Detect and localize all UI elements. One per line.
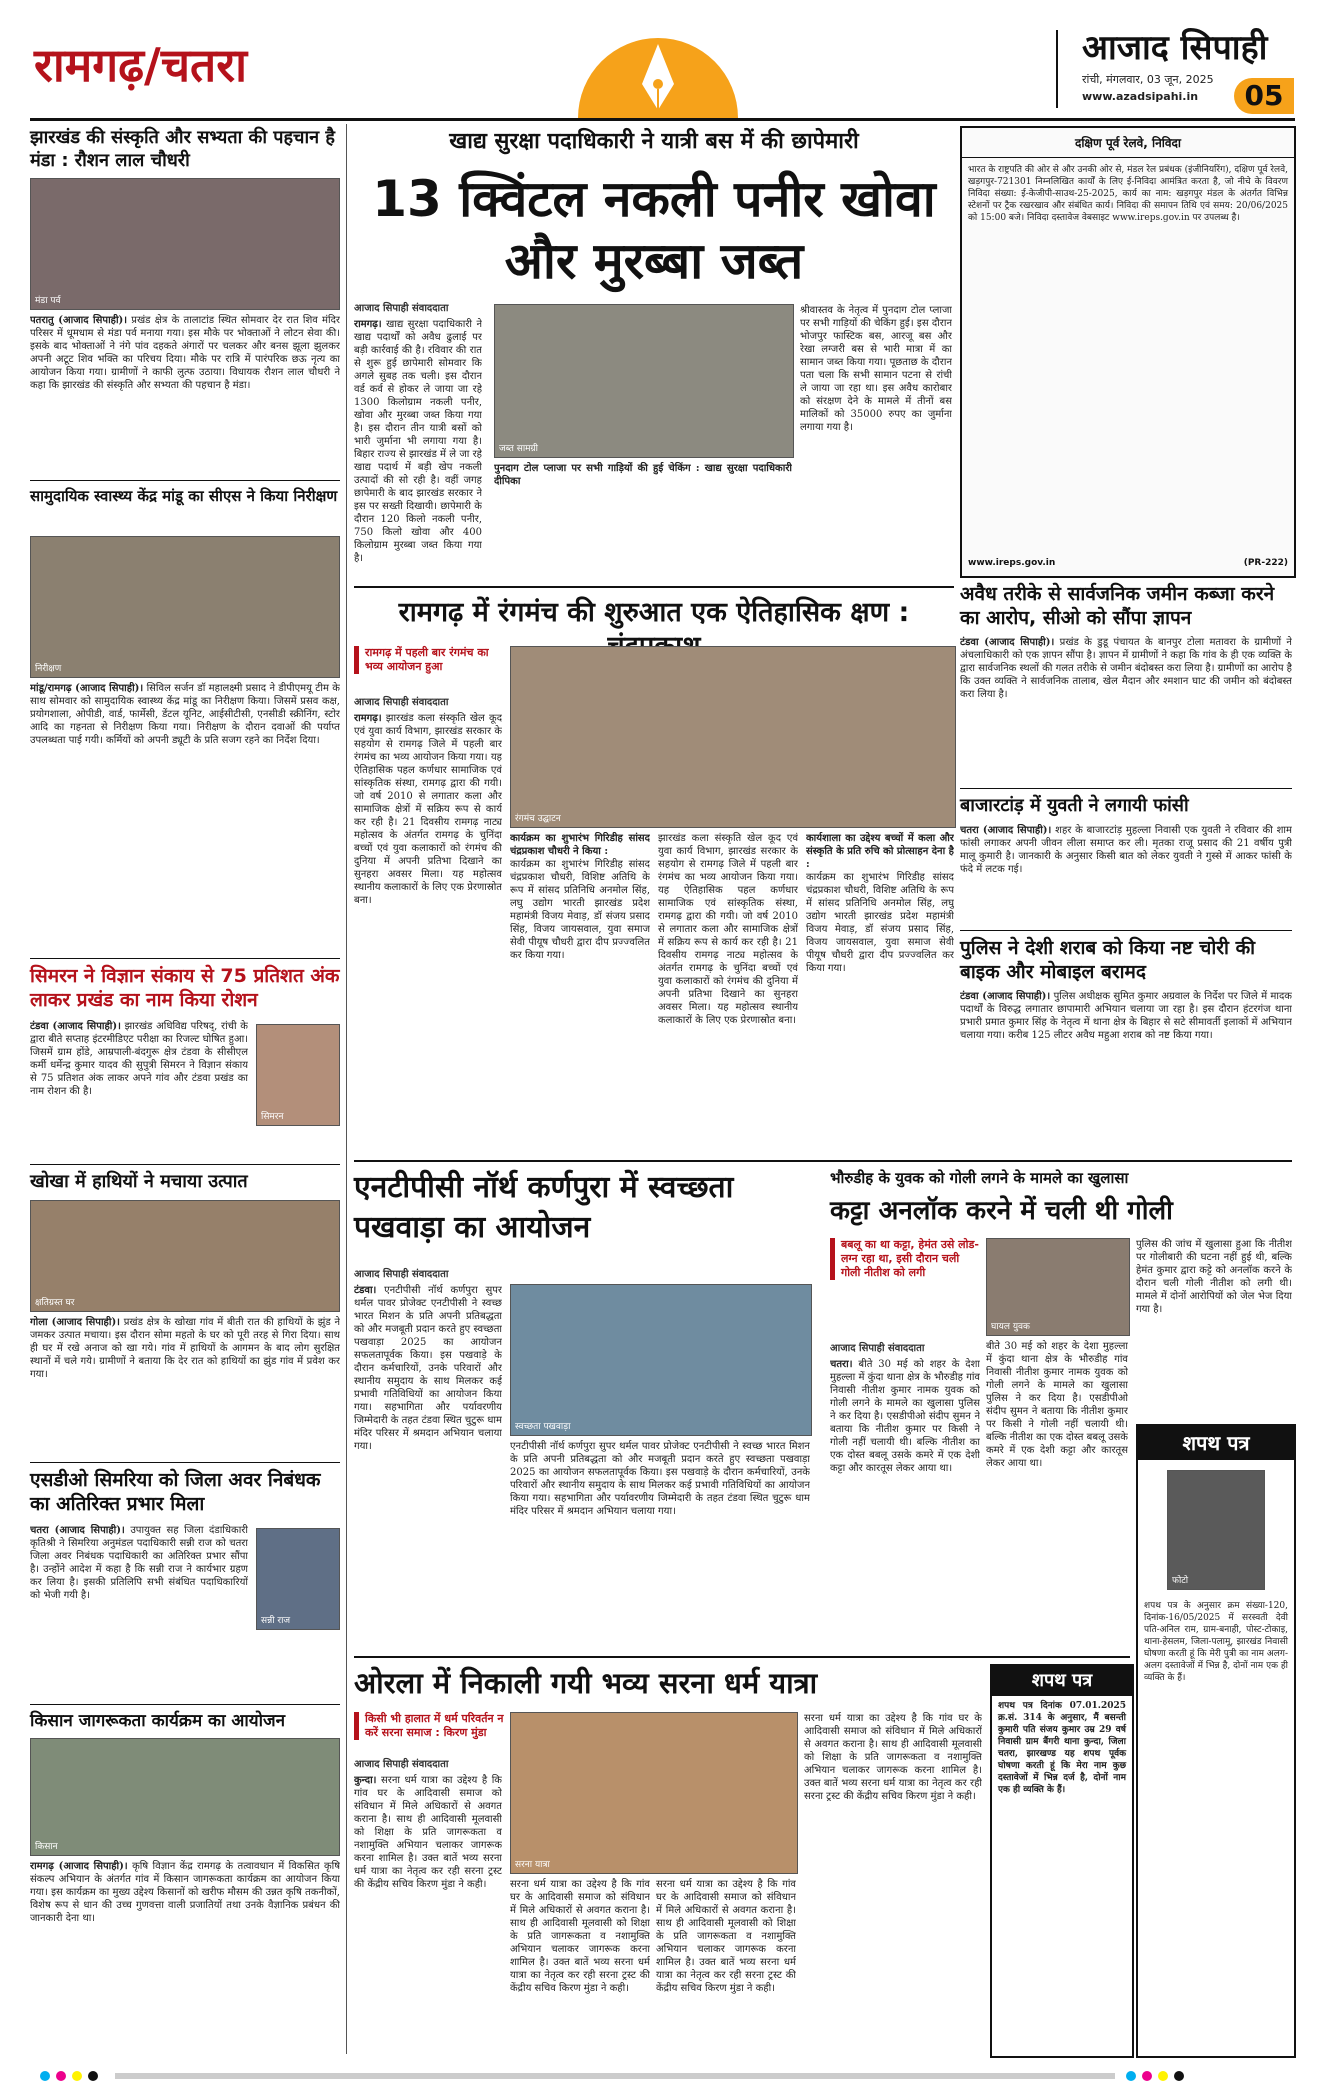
dateline: टंडवा (आजाद सिपाही)।	[30, 1021, 121, 1032]
notice-box-right	[1136, 1424, 1296, 2058]
photo-sarna	[510, 1712, 798, 1874]
divider	[960, 788, 1292, 789]
body: एनटीपीसी नॉर्थ कर्णपुरा सुपर थर्मल पावर प्रोजेक्ट एनटीपीसी ने स्वच्छ भारत मिशन के प्रति अपनी प्रतिबद्धता को और मजबूती प्रदान करते हुए स्वच्छता पखवाड़ा 2025 का आयोजन सफलतापूर्वक किया। इस पखवाड़े के दौरान कर्मचारियों, उनके परिवारों और स्थानीय समुदाय के साथ मिलकर कई प्रभावी गतिविधियों का आयोजन किया गया। सहभागिता और पर्यावरणीय जिम्मेदारी के तहत टंडवा स्थित चुटुरू धाम मंदिर परिसर में श्रमदान अभियान चलाया गया।	[354, 1285, 502, 1452]
story-theatre-body	[354, 712, 502, 1156]
photo-caption: किसान	[35, 1842, 58, 1852]
story-theatre-col3	[658, 832, 798, 1156]
story-paneer-body2	[800, 304, 952, 582]
kicker-paneer: खाद्य सुरक्षा पदाधिकारी ने यात्री बस में की छापेमारी	[449, 129, 859, 154]
photo-ntpc	[510, 1284, 812, 1436]
headline-culture: झारखंड की संस्कृति और सभ्यता की पहचान है मंडा : रौशन लाल चौधरी	[30, 127, 335, 171]
headline-liquor: पुलिस ने देशी शराब को किया नष्ट चोरी की बाइक और मोबाइल बरामद	[960, 937, 1256, 983]
divider	[30, 958, 340, 959]
body: बीते 30 मई को शहर के देशा मुहल्ला में कुंदा थाना क्षेत्र के भौरुडीह गांव निवासी नीतीश कुमार नामक युवक को गोली लगने के मामले का खुलासा पुलिस ने कर दिया है। एसडीपीओ संदीप सुमन ने बताया कि नीतीश कुमार पर किसी ने गोली नहीं चलायी थी। बल्कि नीतीश का एक दोस्त बबलू उसके कमरे में एक देशी कट्टा और कारतूस लेकर आया था।	[986, 1341, 1128, 1469]
body: कार्यक्रम का शुभारंभ गिरिडीह सांसद चंद्रप्रकाश चौधरी, विशिष्ट अतिथि के रूप में सांसद प्रतिनिधि अनमोल सिंह, लघु उद्योग भारती झारखंड प्रदेश महामंत्री विजय मेवाड़, डॉ संजय प्रसाद सिंह, विजय जायसवाल, युवा समाज सेवी पीयूष चौधरी द्वारा दीप प्रज्ज्वलित कर किया गया।	[806, 872, 954, 974]
story-liquor-body	[960, 990, 1292, 1146]
divider	[30, 1704, 340, 1705]
story-ntpc-body	[354, 1284, 502, 1650]
magenta-dot	[56, 2071, 66, 2081]
story-theatre-col4	[806, 832, 954, 1156]
subhead-shooting: बबलू का था कट्टा, हेमंत उसे लोड-लग्न रहा था, इसी दौरान चली गोली नीतीश को लगी	[830, 1238, 981, 1280]
story-shooting-body	[830, 1358, 980, 1650]
page-number-badge	[1234, 78, 1294, 114]
photo-caption: मंडा पर्व	[35, 296, 61, 306]
dateline: रामगढ़।	[354, 713, 382, 724]
dateline: कुन्दा।	[354, 1775, 377, 1786]
kicker-shooting: भौरुडीह के युवक को गोली लगने के मामले का खुलासा	[830, 1169, 1129, 1187]
story-elephants-body	[30, 1316, 340, 1456]
tender-body: भारत के राष्ट्रपति की ओर से और उनकी ओर से, मंडल रेल प्रबंधक (इंजीनियरिंग), दक्षिण पूर्व रेलवे, खड़गपुर-721301 निम्नलिखित कार्यों के लिए ई-निविदा आमंत्रित करता है, जो नीचे के विवरण निविदा संख्या: ई-केजीपी-साउथ-25-2025, कार्य का नाम: खड़गपुर मंडल के अंतर्गत विभिन्न स्टेशनों पर ट्रैक रखरखाव और संबंधित कार्य। निविदा की समापन तिथि एवं समय: 20/06/2025 को 15:00 बजे। निविदा दस्तावेज वेबसाइट www.ireps.gov.in पर उपलब्ध है।	[968, 165, 1288, 223]
body: कृषि विज्ञान केंद्र रामगढ़ के तत्वावधान में विकसित कृषि संकल्प अभियान के अंतर्गत गांव में किसान जागरूकता कार्यक्रम का आयोजन किया गया। इस कार्यक्रम का मुख्य उद्देश्य किसानों को खरीफ मौसम की उन्नत कृषि तकनीकों, विशेष रूप से धान की उच्च गुणवत्ता वाली प्रजातियों तथा उनके वैज्ञानिक प्रबंधन की जानकारी देना था।	[30, 1861, 340, 1924]
story-shooting-col3	[1136, 1238, 1292, 1414]
body: सरना धर्म यात्रा का उद्देश्य है कि गांव घर के आदिवासी समाज को संविधान में मिले अधिकारों से अवगत कराना है। साथ ही आदिवासी मूलवासी को शिक्षा के प्रति जागरूकता व नशामुक्ति अभियान चलाकर जागरूक करना शामिल है। उक्त बातें भव्य सरना धर्म यात्रा का नेतृत्व कर रही सरना ट्रस्ट की केंद्रीय सचिव किरण मुंडा ने कही।	[354, 1775, 502, 1890]
cyan-dot	[1126, 2071, 1136, 2081]
photo-caption: स्वच्छता पखवाड़ा	[515, 1422, 571, 1432]
body: प्रखंड क्षेत्र के खोखा गांव में बीती रात की हाथियों के झुंड ने जमकर उत्पात मचाया। इस दौरान सोमा महतो के घर को पूरी तरह से गिरा दिया। साथ ही घर में रखे अनाज को खा गये। गांव में हाथियों के आगमन के बाद लोग सुरक्षित स्थानों में चले गये। ग्रामीणों ने बताया कि देर रात को हाथियों का झुंड गांव में प्रवेश कर गया।	[30, 1317, 340, 1380]
body: एनटीपीसी नॉर्थ कर्णपुरा सुपर थर्मल पावर प्रोजेक्ट एनटीपीसी ने स्वच्छ भारत मिशन के प्रति अपनी प्रतिबद्धता को और मजबूती प्रदान करते हुए स्वच्छता पखवाड़ा 2025 का आयोजन सफलतापूर्वक किया। इस पखवाड़े के दौरान कर्मचारियों, उनके परिवारों और स्थानीय समुदाय के साथ मिलकर कई प्रभावी गतिविधियों का आयोजन किया गया। सहभागिता और पर्यावरणीय जिम्मेदारी के तहत टंडवा स्थित चुटुरू धाम मंदिर परिसर में श्रमदान अभियान चलाया गया।	[510, 1441, 810, 1517]
caption: पुनदाग टोल प्लाजा पर सभी गाड़ियों की हुई चेकिंग : खाद्य सुरक्षा पदाधिकारी दीपिका	[494, 463, 792, 487]
photo-elephants	[30, 1200, 340, 1312]
body: श्रीवास्तव के नेतृत्व में पुनदाग टोल प्लाजा पर सभी गाड़ियों की चेकिंग हुई। इस दौरान भोजपुर फास्टिक बस, आरजू बस और रेखा लग्जरी बस से भारी मात्रा में का सामान जब्त किया गया। पूछताछ के दौरान पता चला कि सभी सामान पटना से रांची ले जाया जा रहा था। इस अवैध कारोबार को संरक्षण देने के मामले में तीनों बस मालिकों को 35000 रुपए का जुर्माना लगाया गया है।	[800, 305, 952, 433]
website: www.azadsipahi.in	[1082, 90, 1199, 103]
body: सिविल सर्जन डॉ महालक्ष्मी प्रसाद ने डीपीएमयू टीम के साथ सोमवार को सामुदायिक स्वास्थ्य केंद्र मांडू का निरीक्षण किया। जिसमें प्रसव कक्ष, प्रयोगशाला, ओपीडी, वार्ड, फार्मेसी, डेंटल यूनिट, आईसीटीसी, एनसीडी स्क्रीनिंग, स्टोर आदि का गहनता से निरीक्षण किया गया। निरीक्षण के दौरान दवाओं की पर्याप्त उपलब्धता पाई गयी। कर्मियों को अपनी ड्यूटी के प्रति सजग रहने का निर्देश दिया।	[30, 683, 340, 746]
photo-health	[30, 536, 340, 678]
tender-footer	[962, 558, 1294, 568]
story-suicide-body	[960, 824, 1292, 924]
photo-sdo	[256, 1528, 340, 1630]
byline-theatre: आजाद सिपाही संवाददाता	[354, 697, 449, 708]
story-landgrab-body	[960, 636, 1292, 782]
register-bar	[115, 2073, 1115, 2079]
section-title: रामगढ़/चतरा	[34, 38, 247, 92]
divider	[354, 1656, 1130, 1658]
column-divider	[346, 124, 347, 2054]
divider	[960, 930, 1292, 931]
photo-caption: सन्नी राज	[261, 1616, 291, 1626]
body: झारखंड कला संस्कृति खेल कूद एवं युवा कार्य विभाग, झारखंड सरकार के सहयोग से रामगढ़ जिले में पहली बार रंगमंच का भव्य आयोजन किया गया। यह ऐतिहासिक पहल कर्णधार सामाजिक एवं सांस्कृतिक संस्था, रामगढ़ द्वारा की गयी। जो वर्ष 2010 से लगातार कला और सामाजिक क्षेत्रों में सक्रिय रूप से कार्य कर रही है। 21 दिवसीय रामगढ़ नाट्य महोत्सव के अंतर्गत रामगढ़ के चुनिंदा बच्चों एवं युवा कलाकारों को रंगमंच की दुनिया में अपनी प्रतिभा दिखाने का सुनहरा अवसर मिला। यह महोत्सव स्थानीय कलाकारों के लिए एक प्रेरणास्रोत बना।	[658, 833, 798, 1026]
dateline: टंडवा।	[354, 1285, 377, 1296]
story-health-body	[30, 682, 340, 902]
dateline: पतरातु (आजाद सिपाही)।	[30, 315, 128, 326]
body: झारखंड अधिविद्य परिषद्, रांची के द्वारा बीते सप्ताह इंटरमीडिएट परीक्षा का रिजल्ट घोषित हुआ। जिसमें ग्राम होंडे, आम्रपाली-बंदगुरू क्षेत्र टंडवा के सीसीएल कर्मी धर्मेन्द्र कुमार यादव की सुपुत्री सिमरन ने विज्ञान संकाय से 75 प्रतिशत अंक लाकर अपने गांव और टंडवा प्रखंड का नाम रोशन की है।	[30, 1021, 248, 1097]
yellow-dot	[1158, 2071, 1168, 2081]
story-paneer-caption	[494, 462, 792, 582]
body: शहर के बाजारटांड़ मुहल्ला निवासी एक युवती ने रविवार की शाम फांसी लगाकर अपनी जीवन लीला समाप्त कर ली। मृतका राजू प्रसाद की 21 वर्षीय पुत्री मालू कुमारी है। जानकारी के अनुसार किसी बात को लेकर युवती ने गुस्से में आकर फांसी के फंदे में लटक गई।	[960, 825, 1292, 875]
right-column	[960, 580, 1292, 1150]
yellow-dot	[72, 2071, 82, 2081]
masthead-divider	[1056, 30, 1058, 108]
dateline: चतरा (आजाद सिपाही)।	[960, 825, 1052, 836]
tender-code: (PR-222)	[1243, 558, 1288, 568]
notice-right-body: शपथ पत्र के अनुसार क्रम संख्या-120, दिनांक-16/05/2025 में सरस्वती देवी पति-अनिल राम, ग्राम-बनाही, पोस्ट-टोकाइ, थाना-हेसलम, जिला-पलामू, झारखंड निवासी घोषणा करती हूं कि मेरी पुत्री का नाम अलग-अलग दस्तावेजों में भिन्न है, दोनों नाम एक ही व्यक्ति के हैं।	[1144, 1601, 1288, 1683]
divider	[354, 1160, 1292, 1162]
page-number: 05	[1244, 79, 1284, 112]
divider	[30, 1164, 340, 1165]
body: सरना धर्म यात्रा का उद्देश्य है कि गांव घर के आदिवासी समाज को संविधान में मिले अधिकारों से अवगत कराना है। साथ ही आदिवासी मूलवासी को शिक्षा के प्रति जागरूकता व नशामुक्ति अभियान चलाकर जागरूक करना शामिल है। उक्त बातें भव्य सरना धर्म यात्रा का नेतृत्व कर रही सरना ट्रस्ट की केंद्रीय सचिव किरण मुंडा ने कही।	[510, 1879, 650, 1994]
body: झारखंड कला संस्कृति खेल कूद एवं युवा कार्य विभाग, झारखंड सरकार के सहयोग से रामगढ़ जिले में पहली बार रंगमंच का भव्य आयोजन किया गया। यह ऐतिहासिक पहल कर्णधार सामाजिक एवं सांस्कृतिक संस्था, रामगढ़ द्वारा की गयी। जो वर्ष 2010 से लगातार कला और सामाजिक क्षेत्रों में सक्रिय रूप से कार्य कर रही है। 21 दिवसीय रामगढ़ नाट्य महोत्सव के अंतर्गत रामगढ़ के चुनिंदा बच्चों एवं युवा कलाकारों को रंगमंच की दुनिया में अपनी प्रतिभा दिखाने का सुनहरा अवसर मिला। यह महोत्सव स्थानीय कलाकारों के लिए एक प्रेरणास्रोत बना।	[354, 713, 502, 906]
story-theatre-col2	[510, 832, 650, 1156]
black-dot	[88, 2071, 98, 2081]
sidehead: कार्यक्रम का शुभारंभ गिरिडीह सांसद चंद्रप्रकाश चौधरी ने किया :	[510, 833, 650, 857]
dateline: टंडवा (आजाद सिपाही)।	[960, 991, 1051, 1002]
divider	[354, 586, 954, 588]
body: पुलिस अधीक्षक सुमित कुमार अग्रवाल के निर्देश पर जिले में मादक पदार्थों के विरुद्ध लगातार छापामारी अभियान चलाया जा रहा है। इस दौरान हंटरगंज थाना प्रभारी प्रमात कुमार सिंह के नेतृत्व में थाना क्षेत्र के बिहार से सटे सीमावर्ती इलाकों में अभियान चलाया गया। करीब 125 लीटर अवैध महुआ शराब को नष्ट किया गया।	[960, 991, 1292, 1041]
story-sdo-body	[30, 1524, 248, 1702]
story-sarna-col3	[656, 1878, 796, 2054]
divider	[30, 480, 340, 481]
body: सरना धर्म यात्रा का उद्देश्य है कि गांव घर के आदिवासी समाज को संविधान में मिले अधिकारों से अवगत कराना है। साथ ही आदिवासी मूलवासी को शिक्षा के प्रति जागरूकता व नशामुक्ति अभियान चलाकर जागरूक करना शामिल है। उक्त बातें भव्य सरना धर्म यात्रा का नेतृत्व कर रही सरना ट्रस्ट की केंद्रीय सचिव किरण मुंडा ने कही।	[804, 1713, 982, 1802]
masthead-rule	[30, 118, 1295, 121]
body: प्रखंड के डुडू पंचायत के बानपुर टोला मतावरा के ग्रामीणों ने अंचलाधिकारी को एक ज्ञापन सौंपा है। ज्ञापन में ग्रामीणों ने कहा कि गांव के ही एक व्यक्ति के द्वारा सार्वजनिक स्थलों की गलत तरीके से जमीन बंदोबस्त करा लिया है। ग्रामीणों का आरोप है कि उक्त व्यक्ति ने सार्वजनिक तालाब, खेल मैदान और श्मशान घाट की जमीन को बंदोबस्त करा लिया है।	[960, 637, 1292, 700]
photo-caption: रंगमंच उद्घाटन	[515, 814, 561, 824]
story-simran-body	[30, 1020, 248, 1158]
byline-ntpc: आजाद सिपाही संवाददाता	[354, 1269, 449, 1280]
headline-suicide: बाजारटांड़ में युवती ने लगायी फांसी	[960, 795, 1189, 816]
tender-notice	[960, 126, 1296, 578]
body: कार्यक्रम का शुभारंभ गिरिडीह सांसद चंद्रप्रकाश चौधरी, विशिष्ट अतिथि के रूप में सांसद प्रतिनिधि अनमोल सिंह, लघु उद्योग भारती झारखंड प्रदेश महामंत्री विजय मेवाड़, डॉ संजय प्रसाद सिंह, विजय जायसवाल, युवा समाज सेवी पीयूष चौधरी द्वारा दीप प्रज्ज्वलित कर किया गया।	[510, 859, 650, 961]
tender-title: दक्षिण पूर्व रेलवे, निविदा	[962, 128, 1294, 158]
photo-paneer-seizure	[494, 304, 794, 458]
headline-landgrab: अवैध तरीके से सार्वजनिक जमीन कब्जा करने का आरोप, सीओ को सौंपा ज्ञापन	[960, 583, 1275, 629]
headline-ntpc: एनटीपीसी नॉर्थ कर्णपुरा में स्वच्छता पखवाड़ा का आयोजन	[354, 1170, 734, 1245]
body: खाद्य सुरक्षा पदाधिकारी ने खाद्य पदार्थों को अवैध ढुलाई पर बड़ी कार्रवाई की है। रविवार की रात से शुरू हुई छापेमारी सोमवार कि अगले सुबह तक चली। इस दौरान वर्ड कर्व से होकर ले जाया जा रहे 1300 किलोग्राम नकली पनीर, खोवा और मुरब्बा जब्त किया गया है। इस दौरान तीन यात्री बसों को भारी जुर्माना भी लगाया गया है। बिहार राज्य से झारखंड में ले जा रहे खाद्य पदार्थ में बड़ी खेप नकली उत्पादों की सो रही है। वहीं जगह छापेमारी के बाद झारखंड सरकार ने इस पर सख्ती दिखायी। छापेमारी के दौरान 120 किलो नकली पनीर, 750 किलो खोवा और 400 किलोग्राम मुरब्बा जब्त किया गया है।	[354, 319, 482, 564]
body: पुलिस की जांच में खुलासा हुआ कि नीतीश पर गोलीबारी की घटना नहीं हुई थी, बल्कि हेमंत कुमार द्वारा कट्टे को अनलॉक करने के दौरान चली गोली नीतीश को लगी थी। मामले में दोनों आरोपियों को जेल भेज दिया गया है।	[1136, 1239, 1292, 1315]
subhead-theatre: रामगढ़ में पहली बार रंगमंच का भव्य आयोजन हुआ	[354, 646, 505, 674]
body: उपायुक्त सह जिला दंडाधिकारी कृतिश्री ने सिमरिया अनुमंडल पदाधिकारी सन्नी राज को चतरा जिला अवर निबंधक पदाधिकारी का अतिरिक्त प्रभार सौंपा है। उन्होंने आदेश में कहा है कि सन्नी राज ने कार्यभार ग्रहण कर लिया है। इसकी प्रतिलिपि सभी संबंधित पदाधिकारियों को भेजी गयी है।	[30, 1525, 248, 1601]
headline-sdo: एसडीओ सिमरिया को जिला अवर निबंधक का अतिरिक्त प्रभार मिला	[30, 1469, 321, 1515]
story-farmer-body	[30, 1860, 340, 2040]
headline-health: सामुदायिक स्वास्थ्य केंद्र मांडू का सीएस ने किया निरीक्षण	[30, 487, 338, 505]
black-dot	[1174, 2071, 1184, 2081]
story-ntpc-col2	[510, 1440, 810, 1650]
photo-caption: जब्त सामग्री	[499, 444, 538, 454]
registration-marks	[40, 2066, 1290, 2080]
notice-center-body: शपथ पत्र दिनांक 07.01.2025 क्र.सं. 314 के अनुसार, मैं बसन्ती कुमारी पति संजय कुमार उम्र 29 वर्ष निवासी ग्राम बैंगरी थाना कुन्दा, जिला चतरा, झारखण्ड यह शपथ पूर्वक घोषणा करती हूं कि मेरा नाम कुछ दस्तावेजों में भिन्न दर्ज है, दोनों नाम एक ही व्यक्ति के हैं।	[998, 1701, 1126, 1795]
photo-caption: फोटो	[1172, 1576, 1189, 1586]
headline-shooting: कट्टा अनलॉक करने में चली थी गोली	[830, 1196, 1173, 1226]
tender-website[interactable]: www.ireps.gov.in	[968, 558, 1056, 568]
photo-caption: घायल युवक	[991, 1322, 1030, 1332]
dateline: रामगढ़।	[354, 319, 382, 330]
headline-paneer: 13 क्विंटल नकली पनीर खोवा और मुरब्बा जब्त	[372, 170, 936, 290]
dateline: चतरा।	[830, 1359, 853, 1370]
notice-title: शपथ पत्र	[1138, 1426, 1294, 1460]
story-culture-body	[30, 314, 340, 474]
photo-caption: निरीक्षण	[35, 664, 62, 674]
byline-shooting: आजाद सिपाही संवाददाता	[830, 1343, 925, 1354]
photo-caption: सिमरन	[261, 1112, 284, 1122]
photo-shooting	[986, 1238, 1130, 1336]
dateline: चतरा (आजाद सिपाही)।	[30, 1525, 125, 1536]
story-sarna-col2	[510, 1878, 650, 2054]
headline-simran: सिमरन ने विज्ञान संकाय से 75 प्रतिशत अंक लाकर प्रखंड का नाम किया रोशन	[30, 965, 340, 1011]
body: प्रखंड क्षेत्र के तालाटांड स्थित सोमवार देर रात शिव मंदिर परिसर में धूमधाम से मंडा पर्व मनाया गया। इस मौके पर भोक्ताओं ने लोटन सेवा की। इसके बाद भोक्ताओं ने नंगे पांव दहकते अंगारों पर चलकर और बनस झूला झुलकर अपनी अटूट शिव भक्ति का परिचय दिया। मौके पर रात्रि में पारंपरिक छऊ नृत्य का आयोजन किया गया। ग्रामीणों ने काफी लुत्फ उठाया। विधायक रौशन लाल चौधरी ने कहा कि झारखंड की संस्कृति और सभ्यता की पहचान है मंडा।	[30, 315, 340, 391]
pen-nib-logo	[578, 34, 738, 118]
byline-sarna: आजाद सिपाही संवाददाता	[354, 1759, 449, 1770]
divider	[30, 1462, 340, 1463]
dateline: रामगढ़ (आजाद सिपाही)।	[30, 1861, 128, 1872]
cyan-dot	[40, 2071, 50, 2081]
left-column	[30, 124, 340, 2064]
dateline: रांची, मंगलवार, 03 जून, 2025	[1082, 73, 1214, 86]
subhead-sarna: किसी भी हालात में धर्म परिवर्तन न करें सरना समाज : किरण मुंडा	[354, 1712, 505, 1740]
notice-box-center	[990, 1664, 1134, 2058]
story-paneer-body	[354, 318, 482, 582]
body: बीते 30 मई को शहर के देशा मुहल्ला में कुंदा थाना क्षेत्र के भौरुडीह गांव निवासी नीतीश कुमार नामक युवक को गोली लगने के मामले का खुलासा पुलिस ने कर दिया है। एसडीपीओ संदीप सुमन ने बताया कि नीतीश कुमार पर किसी ने गोली नहीं चलायी थी। बल्कि नीतीश का एक दोस्त बबलू उसके कमरे में एक देशी कट्टा और कारतूस लेकर आया था।	[830, 1359, 980, 1474]
body: सरना धर्म यात्रा का उद्देश्य है कि गांव घर के आदिवासी समाज को संविधान में मिले अधिकारों से अवगत कराना है। साथ ही आदिवासी मूलवासी को शिक्षा के प्रति जागरूकता व नशामुक्ति अभियान चलाकर जागरूक करना शामिल है। उक्त बातें भव्य सरना धर्म यात्रा का नेतृत्व कर रही सरना ट्रस्ट की केंद्रीय सचिव किरण मुंडा ने कही।	[656, 1879, 796, 1994]
byline-paneer: आजाद सिपाही संवाददाता	[354, 303, 449, 314]
photo-culture	[30, 178, 340, 310]
headline-theatre: रामगढ़ में रंगमंच की शुरुआत एक ऐतिहासिक क्षण :	[398, 597, 910, 628]
photo-theatre	[510, 646, 956, 828]
headline-farmer: किसान जागरूकता कार्यक्रम का आयोजन	[30, 1711, 286, 1731]
story-sarna-body	[354, 1774, 502, 2054]
photo-caption: क्षतिग्रस्त घर	[35, 1298, 75, 1308]
magenta-dot	[1142, 2071, 1152, 2081]
headline-sarna: ओरला में निकाली गयी भव्य सरना धर्म यात्रा	[354, 1666, 818, 1700]
photo-caption: सरना यात्रा	[515, 1860, 550, 1870]
highlight: कार्यशाला का उद्देश्य बच्चों में कला और संस्कृति के प्रति रुचि को प्रोत्साहन देना है :	[806, 833, 954, 870]
headline-elephants: खोखा में हाथियों ने मचाया उत्पात	[30, 1171, 248, 1192]
dateline: गोला (आजाद सिपाही)।	[30, 1317, 120, 1328]
masthead	[0, 0, 1325, 118]
photo-farmer	[30, 1738, 340, 1856]
story-sarna-col4	[804, 1712, 982, 2054]
paper-name: आजाद सिपाही	[1082, 28, 1268, 68]
photo-simran	[256, 1024, 340, 1126]
dateline: टंडवा (आजाद सिपाही)।	[960, 637, 1055, 648]
notice-title: शपथ पत्र	[992, 1666, 1132, 1696]
story-shooting-col2	[986, 1340, 1128, 1650]
dateline: मांडू/रामगढ़ (आजाद सिपाही)।	[30, 683, 144, 694]
photo-notice	[1167, 1470, 1265, 1590]
